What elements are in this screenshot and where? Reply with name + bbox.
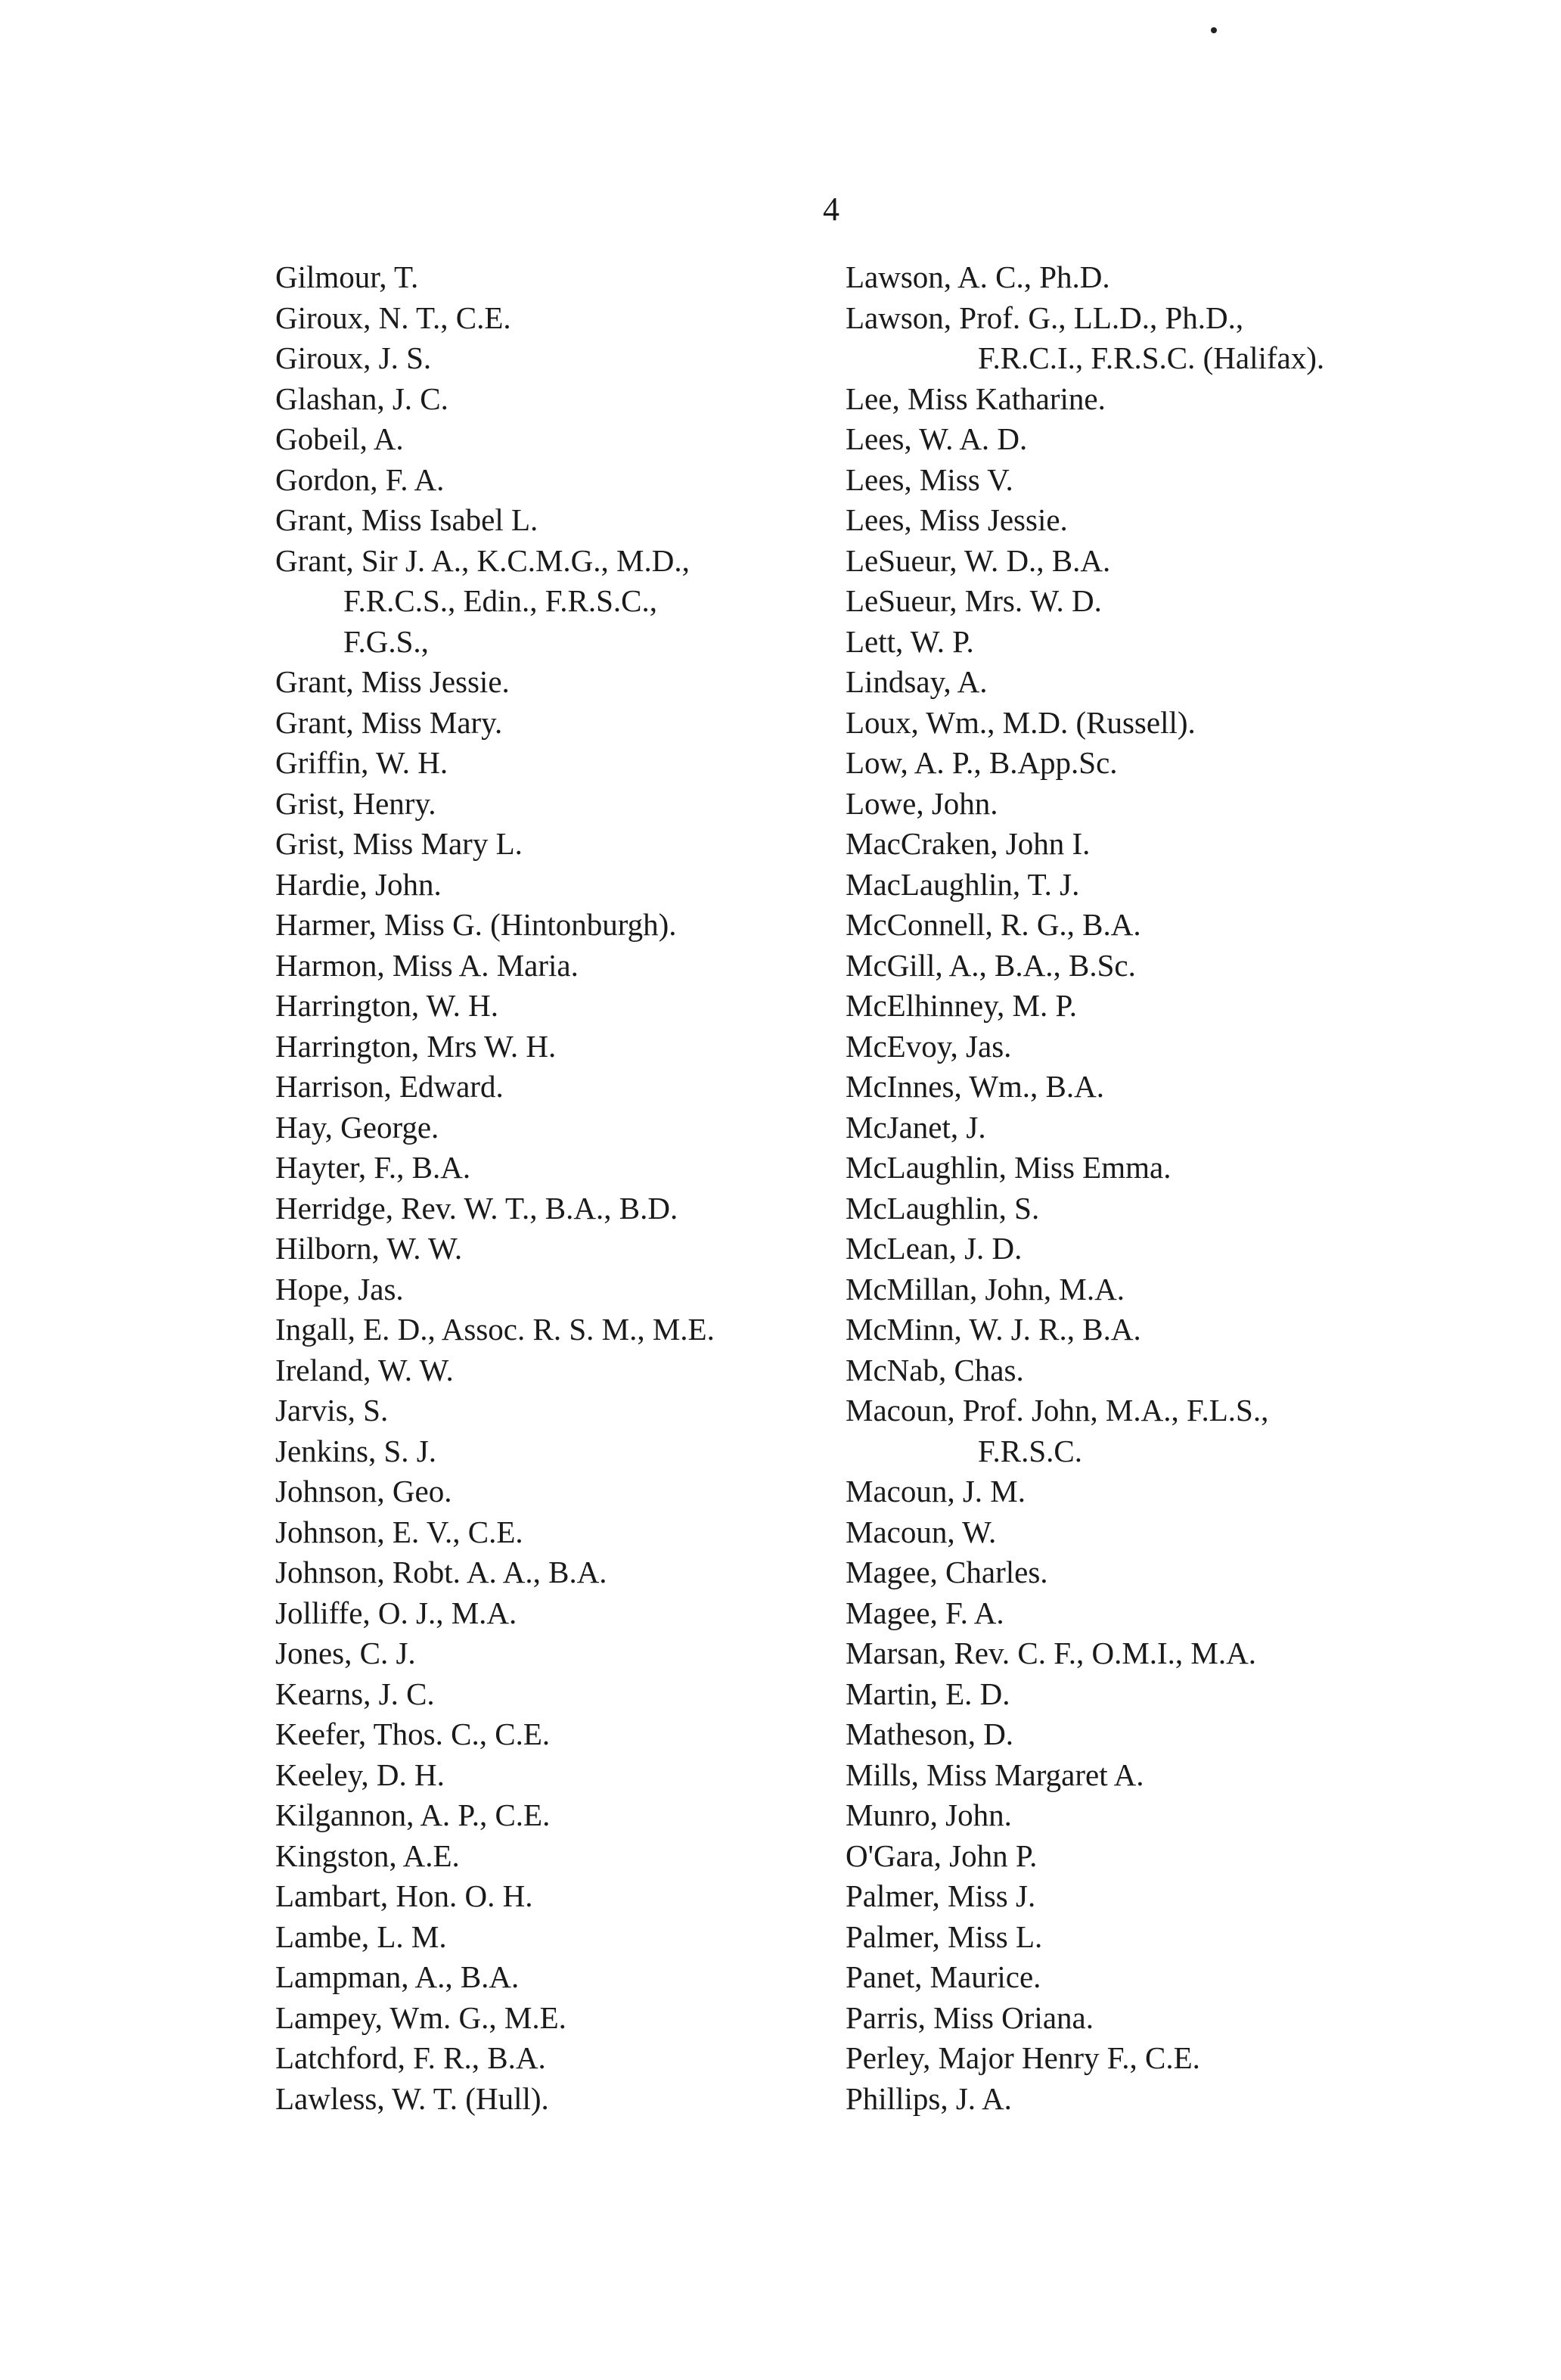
member-entry: Macoun, Prof. John, M.A., F.L.S., [846, 1393, 1269, 1428]
member-entry: Macoun, J. M. [846, 1474, 1026, 1508]
member-entry: McMillan, John, M.A. [846, 1271, 1125, 1307]
member-entry: Jenkins, S. J. [275, 1433, 437, 1468]
member-entry: Hay, George. [275, 1109, 439, 1145]
member-entry: Mills, Miss Margaret A. [846, 1757, 1144, 1792]
member-entry: Johnson, Robt. A. A., B.A. [275, 1555, 607, 1589]
member-entry: Giroux, J. S. [275, 340, 432, 375]
member-entry: Panet, Maurice. [846, 1959, 1041, 1994]
member-entry: Palmer, Miss L. [846, 1919, 1043, 1954]
member-entry: Lambart, Hon. O. H. [275, 1878, 533, 1913]
member-entry: Hardie, John. [275, 866, 442, 902]
member-entry: Harmon, Miss A. Maria. [275, 947, 579, 983]
member-entry: Harrington, Mrs W. H. [275, 1028, 557, 1064]
member-entry: Lett, W. P. [846, 623, 974, 659]
member-entry: Ireland, W. W. [275, 1352, 454, 1387]
member-entry: Macoun, W. [846, 1514, 997, 1549]
member-entry: Ingall, E. D., Assoc. R. S. M., M.E. [275, 1312, 715, 1347]
right-member-column [846, 257, 1324, 2119]
member-entry: Grant, Miss Jessie. [275, 664, 510, 699]
member-entry: Grant, Miss Mary. [275, 704, 503, 740]
member-entry: Kilgannon, A. P., C.E. [275, 1797, 551, 1832]
member-entry: Lindsay, A. [846, 664, 988, 699]
member-entry: Johnson, E. V., C.E. [275, 1514, 523, 1549]
member-entry: McMinn, W. J. R., B.A. [846, 1312, 1141, 1347]
member-entry: Magee, F. A. [846, 1595, 1004, 1630]
member-entry: Lawless, W. T. (Hull). [275, 2080, 549, 2116]
member-entry: Kearns, J. C. [275, 1676, 435, 1711]
member-entry: Grant, Sir J. A., K.C.M.G., M.D., [275, 542, 690, 578]
member-entry: Jarvis, S. [275, 1393, 389, 1428]
member-entry: McGill, A., B.A., B.Sc. [846, 947, 1136, 983]
member-entry: Magee, Charles. [846, 1555, 1048, 1589]
member-entry: Gordon, F. A. [275, 461, 445, 497]
member-entry: Lees, Miss V. [846, 461, 1013, 497]
member-entry: Lees, W. A. D. [846, 421, 1028, 456]
member-entry: Lee, Miss Katharine. [846, 381, 1106, 416]
member-entry: Perley, Major Henry F., C.E. [846, 2040, 1200, 2075]
member-entry-continuation: F.R.S.C. [978, 1433, 1083, 1468]
member-entry: Lowe, John. [846, 785, 998, 821]
member-entry-continuation: F.G.S., [343, 623, 429, 659]
member-entry: Lawson, A. C., Ph.D. [846, 259, 1110, 294]
member-entry: Palmer, Miss J. [846, 1878, 1036, 1913]
member-entry: Matheson, D. [846, 1717, 1014, 1751]
member-entry: McLaughlin, S. [846, 1190, 1040, 1226]
member-entry: McInnes, Wm., B.A. [846, 1069, 1105, 1104]
member-entry: Lambe, L. M. [275, 1919, 447, 1954]
member-entry: MacLaughlin, T. J. [846, 866, 1080, 902]
member-entry: Keeley, D. H. [275, 1757, 445, 1792]
member-entry: Loux, Wm., M.D. (Russell). [846, 704, 1196, 740]
member-entry: Martin, E. D. [846, 1676, 1010, 1711]
member-entry-continuation: F.R.C.S., Edin., F.R.S.C., [343, 583, 657, 618]
member-entry: McLean, J. D. [846, 1231, 1023, 1266]
member-entry: Gobeil, A. [275, 421, 404, 456]
page-number: 4 [823, 191, 839, 228]
member-entry: Low, A. P., B.App.Sc. [846, 745, 1118, 780]
member-entry: Herridge, Rev. W. T., B.A., B.D. [275, 1190, 678, 1226]
member-entry: Grant, Miss Isabel L. [275, 502, 538, 537]
member-entry: Kingston, A.E. [275, 1838, 460, 1873]
member-entry: Jolliffe, O. J., M.A. [275, 1595, 517, 1630]
member-entry: Lees, Miss Jessie. [846, 502, 1068, 537]
member-entry: Griffin, W. H. [275, 745, 448, 780]
member-entry: Giroux, N. T., C.E. [275, 300, 511, 335]
member-entry: LeSueur, W. D., B.A. [846, 542, 1111, 578]
member-entry: Grist, Henry. [275, 785, 436, 821]
member-entry: Grist, Miss Mary L. [275, 826, 523, 861]
member-entry: LeSueur, Mrs. W. D. [846, 583, 1102, 618]
member-entry: Keefer, Thos. C., C.E. [275, 1717, 551, 1751]
member-entry: Latchford, F. R., B.A. [275, 2040, 546, 2075]
member-entry: MacCraken, John I. [846, 826, 1091, 861]
member-entry: Harmer, Miss G. (Hintonburgh). [275, 907, 677, 942]
member-entry: Hope, Jas. [275, 1271, 404, 1307]
member-entry: McConnell, R. G., B.A. [846, 907, 1141, 942]
member-entry: Johnson, Geo. [275, 1474, 452, 1508]
member-entry: Hilborn, W. W. [275, 1231, 463, 1266]
member-entry: Marsan, Rev. C. F., O.M.I., M.A. [846, 1636, 1256, 1670]
member-entry: Gilmour, T. [275, 259, 419, 294]
member-entry: Harrison, Edward. [275, 1069, 504, 1104]
member-entry: Harrington, W. H. [275, 988, 498, 1023]
ink-dot [1211, 27, 1217, 33]
member-entry: Lampman, A., B.A. [275, 1959, 520, 1994]
member-entry: Parris, Miss Oriana. [846, 1999, 1094, 2035]
member-entry: O'Gara, John P. [846, 1838, 1038, 1873]
member-entry-continuation: F.R.C.I., F.R.S.C. (Halifax). [978, 340, 1325, 375]
member-entry: Phillips, J. A. [846, 2080, 1012, 2116]
member-entry: Munro, John. [846, 1797, 1012, 1832]
member-entry: McLaughlin, Miss Emma. [846, 1150, 1172, 1185]
member-entry: McElhinney, M. P. [846, 988, 1077, 1023]
member-entry: Hayter, F., B.A. [275, 1150, 471, 1185]
member-entry: Glashan, J. C. [275, 381, 448, 416]
member-entry: Jones, C. J. [275, 1636, 416, 1670]
member-entry: McEvoy, Jas. [846, 1028, 1012, 1064]
left-member-column [275, 257, 715, 2119]
member-entry: McJanet, J. [846, 1109, 986, 1145]
member-entry: McNab, Chas. [846, 1352, 1024, 1387]
member-entry: Lawson, Prof. G., LL.D., Ph.D., [846, 300, 1244, 335]
member-entry: Lampey, Wm. G., M.E. [275, 1999, 566, 2035]
